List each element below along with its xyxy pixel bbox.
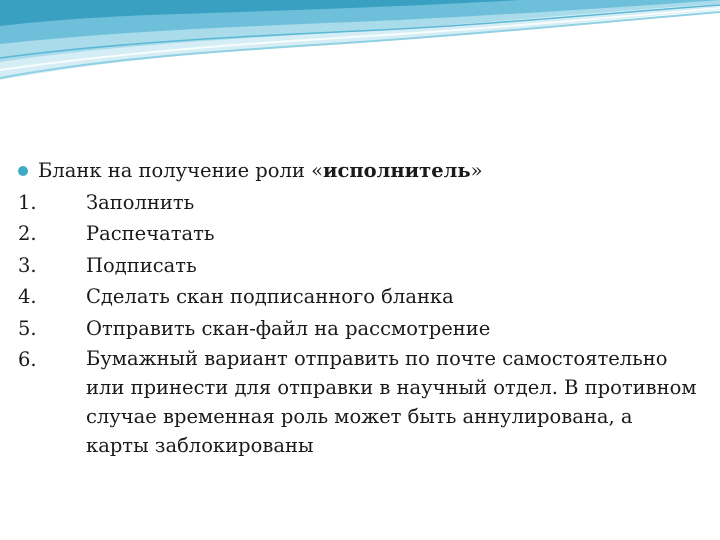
slide-content	[18, 155, 698, 460]
item-number: 6.	[18, 348, 37, 371]
header-wave-decoration	[0, 0, 720, 110]
steps-list	[18, 187, 698, 461]
list-item	[18, 250, 698, 282]
list-item	[18, 187, 698, 219]
list-item	[18, 313, 698, 345]
item-number: 2.	[18, 222, 37, 245]
heading-bold-role: исполнитель	[323, 159, 471, 182]
item-number: 4.	[18, 285, 37, 308]
item-text: Заполнить	[86, 190, 195, 214]
heading-row	[18, 155, 698, 187]
item-number: 5.	[18, 316, 37, 340]
bullet-icon	[18, 166, 28, 176]
heading-text: Бланк на получение роли «исполнитель»	[38, 159, 483, 182]
item-number: 3.	[18, 253, 37, 277]
list-item	[18, 281, 698, 313]
item-text: Распечатать	[86, 222, 215, 245]
item-text: Отправить скан-файл на рассмотрение	[86, 316, 491, 340]
item-text: Бумажный вариант отправить по почте самостоятельно или принести для отправки в научный отдел. В противном случае временная роль может быть аннулирована, а карты заблокированы	[86, 347, 697, 457]
item-number: 1.	[18, 190, 37, 214]
item-text: Сделать скан подписанного бланка	[86, 285, 454, 308]
list-item	[18, 218, 698, 250]
item-text: Подписать	[86, 253, 197, 277]
list-item	[18, 344, 698, 460]
